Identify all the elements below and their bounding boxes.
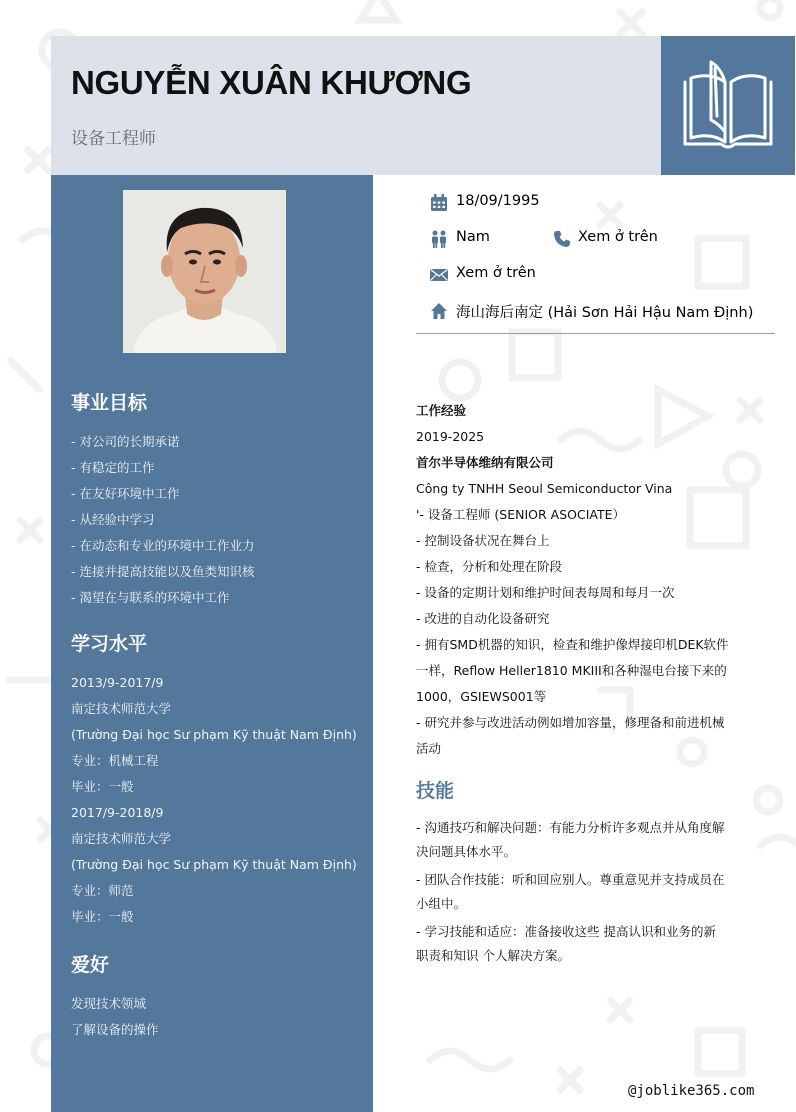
objective-section	[71, 388, 255, 611]
skills-section	[416, 816, 746, 968]
hobby-item: 了解设备的操作	[71, 1022, 159, 1037]
experience-line: - 改进的自动化设备研究	[416, 611, 550, 626]
experience-line: 1000，GSIEWS001等	[416, 689, 547, 704]
experience-line: - 控制设备状况在舞台上	[416, 533, 550, 548]
phone-icon	[553, 230, 571, 248]
hobbies-title: 爱好	[71, 954, 110, 976]
education-item: (Trường Đại học Sư phạm Kỹ thuật Nam Định)	[71, 857, 357, 872]
logo-box	[661, 36, 795, 175]
skill-line: - 学习技能和适应：准备接收这些 提高认识和业务的新	[416, 924, 716, 939]
portrait-image	[123, 190, 286, 353]
sidebar	[51, 175, 373, 1112]
objective-item: - 对公司的长期承诺	[71, 434, 180, 449]
gender-value: Nam	[456, 229, 490, 245]
skill-line: - 团队合作技能：听和回应别人。尊重意见并支持成员在	[416, 872, 725, 887]
company-name-cn: 首尔半导体维纳有限公司	[416, 455, 554, 470]
birthdate-value: 18/09/1995	[456, 193, 540, 209]
education-section	[71, 629, 357, 930]
objective-title: 事业目标	[71, 392, 148, 414]
skills-title: 技能	[416, 780, 455, 802]
education-item: 2013/9-2017/9	[71, 675, 164, 690]
experience-title: 工作经验	[416, 403, 467, 418]
experience-line: 一样，Reflow Heller1810 MKIII和各种湿电台接下来的	[416, 663, 727, 678]
education-item: 专业：师范	[71, 883, 134, 898]
address-value: 海山海后南定 (Hải Sơn Hải Hậu Nam Định)	[456, 305, 754, 321]
open-book-icon	[681, 58, 775, 152]
education-item: 南定技术师范大学	[71, 701, 172, 716]
education-title: 学习水平	[71, 633, 148, 655]
skill-line: 职责和知识 个人解决方案。	[416, 948, 570, 963]
objective-item: - 在友好环境中工作	[71, 486, 180, 501]
experience-period: 2019-2025	[416, 429, 485, 444]
objective-item: - 在动态和专业的环境中工作业力	[71, 538, 255, 553]
email-value: Xem ở trên	[456, 265, 536, 281]
hobbies-section	[71, 950, 159, 1043]
education-item: 2017/9-2018/9	[71, 805, 164, 820]
experience-line: - 研究并参与改进活动例如增加容量，修理备和前进机械	[416, 715, 725, 730]
experience-line: - 检查，分析和处理在阶段	[416, 559, 562, 574]
contact-divider	[416, 333, 775, 334]
objective-item: - 渴望在与联系的环境中工作	[71, 590, 230, 605]
skill-line: 小组中。	[416, 896, 467, 911]
candidate-name: NGUYỄN XUÂN KHƯƠNG	[71, 64, 472, 101]
skill-line: 决问题具体水平。	[416, 844, 517, 859]
people-icon	[430, 230, 448, 248]
profile-photo	[123, 190, 286, 353]
company-name-vn: Công ty TNHH Seoul Semiconductor Vina	[416, 481, 673, 496]
experience-line: '- 设备工程师 (SENIOR ASOCIATE）	[416, 507, 625, 522]
experience-line: - 拥有SMD机器的知识，检查和维护像焊接印机DEK软件	[416, 637, 729, 652]
calendar-icon	[430, 194, 448, 212]
header	[51, 36, 661, 175]
objective-item: - 有稳定的工作	[71, 460, 155, 475]
job-title: 设备工程师	[71, 129, 156, 149]
skill-line: - 沟通技巧和解决问题：有能力分析许多观点并从角度解	[416, 820, 725, 835]
education-item: 南定技术师范大学	[71, 831, 172, 846]
education-item: (Trường Đại học Sư phạm Kỹ thuật Nam Định)	[71, 727, 357, 742]
envelope-icon	[430, 266, 448, 284]
site-watermark: @joblike365.com	[628, 1083, 755, 1099]
experience-line: 活动	[416, 741, 442, 756]
objective-item: - 从经验中学习	[71, 512, 155, 527]
experience-line: - 设备的定期计划和维护时间表每周和每月一次	[416, 585, 675, 600]
experience-section	[416, 398, 756, 762]
education-item: 毕业：一般	[71, 909, 134, 924]
education-item: 毕业：一般	[71, 779, 134, 794]
phone-value: Xem ở trên	[578, 229, 658, 245]
objective-item: - 连接并提高技能以及鱼类知识核	[71, 564, 255, 579]
hobby-item: 发现技术领域	[71, 996, 147, 1011]
education-item: 专业：机械工程	[71, 753, 159, 768]
home-icon	[430, 302, 448, 320]
